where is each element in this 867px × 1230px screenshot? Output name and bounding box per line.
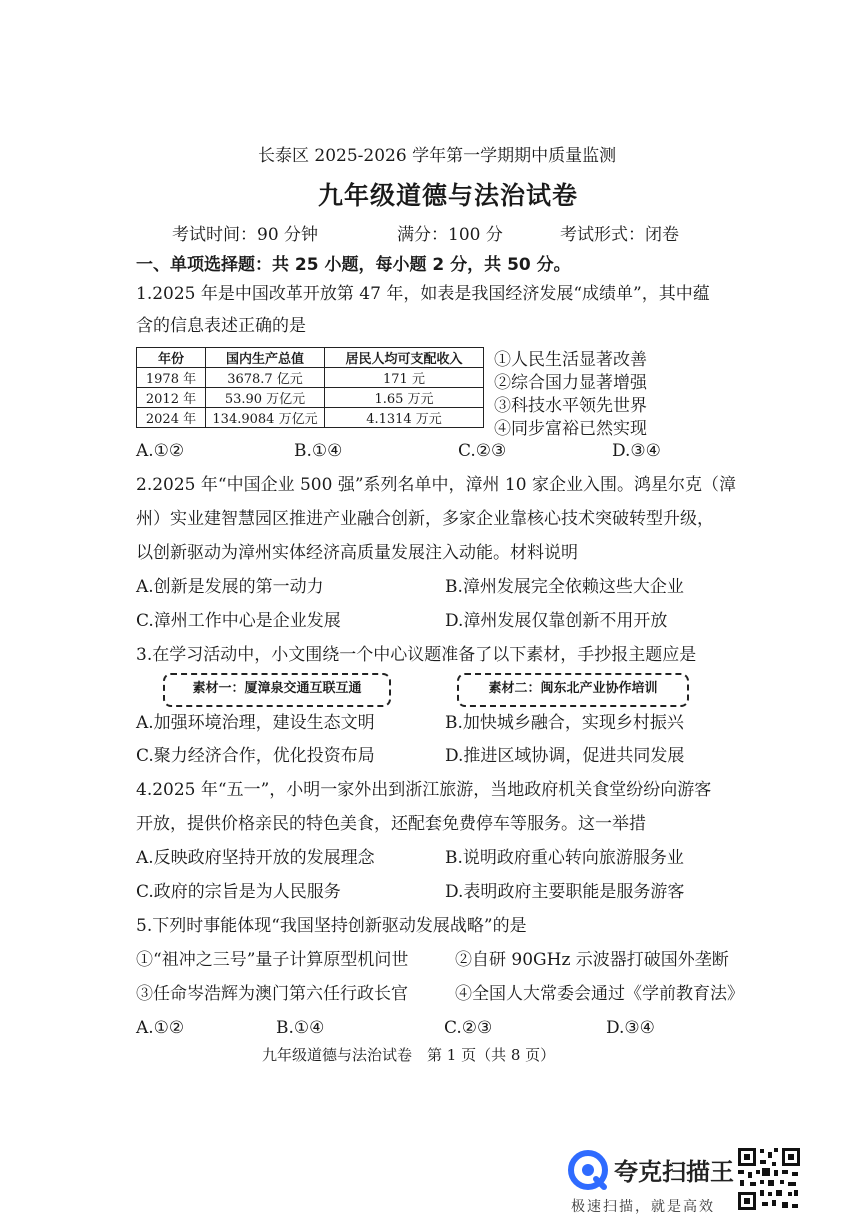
q3-option-d: D.推进区域协调，促进共同发展 [445,746,685,766]
table-cell: 1978 年 [137,368,206,388]
table-row [137,408,484,428]
table-cell: 2024 年 [137,408,206,428]
table-row [137,388,484,408]
q1-option-a: A.①② [136,441,185,461]
q2-stem-line2: 州）实业建智慧园区推进产业融合创新，多家企业靠核心技术突破转型升级， [136,509,714,529]
q1-option-c: C.②③ [458,441,507,461]
q5-item-1: ①“祖冲之三号”量子计算原型机问世 [136,950,409,970]
q1-item-4: ④同步富裕已然实现 [494,419,647,439]
q1-stem-line1: 1.2025 年是中国改革开放第 47 年，如表是我国经济发展“成绩单”，其中蕴 [136,284,710,304]
q1-item-2: ②综合国力显著增强 [494,373,647,393]
q2-stem-line1: 2.2025 年“中国企业 500 强”系列名单中，漳州 10 家企业入围。鸿星尔克（漳 [136,475,736,495]
scanner-brand: 夸克扫描王 [614,1158,734,1186]
q4-option-c: C.政府的宗旨是为人民服务 [136,882,341,902]
q5-stem: 5.下列时事能体现“我国坚持创新驱动发展战略”的是 [136,916,527,936]
table-cell: 171 元 [325,368,484,388]
section-heading: 一、单项选择题：共 25 小题，每小题 2 分，共 50 分。 [136,255,571,275]
table-header-cell: 年份 [137,348,206,368]
table-row [137,368,484,388]
gdp-table [136,347,484,428]
q2-option-a: A.创新是发展的第一动力 [136,577,324,597]
q3-option-a: A.加强环境治理，建设生态文明 [136,713,375,733]
q2-option-c: C.漳州工作中心是企业发展 [136,611,341,631]
q3-option-c: C.聚力经济合作，优化投资布局 [136,746,375,766]
q4-stem-line2: 开放，提供价格亲民的特色美食，还配套免费停车等服务。这一举措 [136,814,646,834]
material-box-1: 素材一：厦漳泉交通互联互通 [163,673,391,707]
table-cell: 4.1314 万元 [325,408,484,428]
q2-stem-line3: 以创新驱动为漳州实体经济高质量发展注入动能。材料说明 [136,543,578,563]
table-cell: 134.9084 万亿元 [206,408,325,428]
q5-option-a: A.①② [136,1018,185,1038]
q4-option-b: B.说明政府重心转向旅游服务业 [445,848,684,868]
q5-option-c: C.②③ [444,1018,493,1038]
q1-option-d: D.③④ [612,441,661,461]
page-footer: 九年级道德与法治试卷 第 1 页（共 8 页） [262,1046,556,1064]
q5-option-d: D.③④ [606,1018,655,1038]
q5-item-3: ③任命岑浩辉为澳门第六任行政长官 [136,984,408,1004]
q1-option-b: B.①④ [294,441,343,461]
scanner-logo-icon [568,1150,608,1190]
table-header-cell: 国内生产总值 [206,348,325,368]
q4-option-d: D.表明政府主要职能是服务游客 [445,882,685,902]
q2-option-b: B.漳州发展完全依赖这些大企业 [445,577,684,597]
table-cell: 2012 年 [137,388,206,408]
scanner-slogan: 极速扫描，就是高效 [571,1199,715,1215]
table-cell: 3678.7 亿元 [206,368,325,388]
q3-stem: 3.在学习活动中，小文围绕一个中心议题准备了以下素材，手抄报主题应是 [136,645,697,665]
exam-title: 九年级道德与法治试卷 [318,181,579,210]
table-header-row [137,348,484,368]
exam-subtitle: 长泰区 2025-2026 学年第一学期期中质量监测 [258,146,617,166]
q1-item-1: ①人民生活显著改善 [494,350,647,370]
q1-stem-line2: 含的信息表述正确的是 [136,316,306,336]
q2-option-d: D.漳州发展仅靠创新不用开放 [445,611,668,631]
table-cell: 1.65 万元 [325,388,484,408]
q1-item-3: ③科技水平领先世界 [494,396,647,416]
table-header-cell: 居民人均可支配收入 [325,348,484,368]
exam-time: 考试时间：90 分钟 [172,225,319,245]
full-score: 满分：100 分 [397,225,503,245]
q4-stem-line1: 4.2025 年“五一”，小明一家外出到浙江旅游，当地政府机关食堂纷纷向游客 [136,780,712,800]
material-box-2: 素材二：闽东北产业协作培训 [457,673,689,707]
q5-item-4: ④全国人大常委会通过《学前教育法》 [455,984,744,1004]
q3-option-b: B.加快城乡融合，实现乡村振兴 [445,713,684,733]
q5-option-b: B.①④ [276,1018,325,1038]
q5-item-2: ②自研 90GHz 示波器打破国外垄断 [455,950,729,970]
exam-form: 考试形式：闭卷 [560,225,679,245]
table-cell: 53.90 万亿元 [206,388,325,408]
qr-code-icon [736,1146,802,1212]
q4-option-a: A.反映政府坚持开放的发展理念 [136,848,375,868]
